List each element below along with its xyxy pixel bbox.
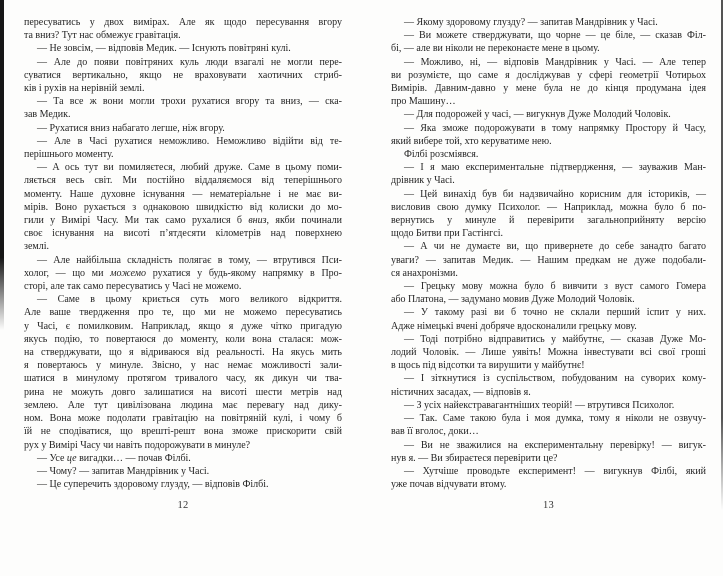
text-line: бі, — але ви ніколи не переконаєте мене в цьому. [391, 43, 600, 55]
text-line: та вниз? Тут нас обмежує гравітація. [24, 30, 181, 42]
text-line: землею. Але тут цивілізована людина має перевагу над дику- [24, 399, 342, 411]
text-line: лодий Чоловік. — Лише уявіть! Можна інвестувати всі свої гроші [391, 347, 706, 359]
text-line: у Часі, є помилковим. Наприклад, якщо я дуже чітко пригадую [24, 320, 342, 332]
book-page-left [24, 16, 342, 511]
scan-artifact-left-edge [0, 0, 4, 330]
text-line: вав її вголос, доки… [391, 426, 479, 438]
text-line: — А чи не думаєте ви, що привернете до себе занадто багато [404, 241, 706, 253]
page-number-left: 12 [177, 500, 189, 512]
text-line: гили у Вимірі Часу. Ми так само рухалися б вниз, якби починали [24, 215, 342, 227]
text-line: — Але до появи повітряних куль люди взагалі не могли пере- [37, 56, 342, 68]
text-line: — Цей винахід був би надзвичайно корисним для істориків, — [404, 188, 706, 200]
text-line: — Не зовсім, — відповів Медик. — Існують повітряні кулі. [37, 43, 291, 55]
text-line: — Ви не зважилися на експериментальну перевірку! — вигук- [404, 439, 706, 451]
text-line: їй не сподіватися, що врешті-решт вона зможе прискорити свій [24, 426, 342, 438]
page-text-left [24, 16, 342, 491]
text-line: — Саме в цьому криється суть мого великого відкриття. [37, 294, 342, 306]
text-line: — Так. Саме такою була і моя думка, тому я ніколи не озвучу- [404, 413, 706, 425]
text-line: ном. Вона може подолати гравітацію на повітряній кулі, і чому б [24, 413, 342, 425]
text-line: зав Медик. [24, 109, 71, 121]
text-line: ви розумієте, що саме я досліджував у сфері геометрії Чотирьох [391, 69, 706, 81]
text-line: який вибере той, хто керуватиме нею. [391, 135, 552, 147]
text-line: — З усіх найекстравагантніших теорій! — втрутився Психолог. [404, 399, 675, 411]
text-line: — Для подорожей у часі, — вигукнув Дуже Молодий Чоловік. [404, 109, 671, 121]
page-text-right [391, 16, 706, 491]
text-line: нув я. — Ви збираєтеся перевірити це? [391, 452, 558, 464]
text-line: — Хутчіше проводьте експеримент! — вигукнув Філбі, який [404, 465, 706, 477]
text-line: — Та все ж вони могли трохи рухатися вгору та вниз, — ска- [37, 96, 342, 108]
text-line: — Усе це вигадки… — почав Філбі. [37, 452, 191, 464]
text-line: — Можливо, ні, — відповів Мандрівник у Часі. — Але тепер [404, 56, 706, 68]
text-line: рух у Вимірі Часу чи навіть подорожувати в минуле? [24, 439, 251, 451]
text-line: пересуватись у двох вимірах. Але як щодо пересування вгору [24, 17, 342, 28]
text-line: — Але найбільша складність полягає в тому, — втрутився Пси- [37, 254, 342, 266]
text-line: землі. [24, 241, 49, 253]
text-line: — І я маю експериментальне підтвердження, — зауважив Ман- [404, 162, 706, 174]
text-line: я повертаюсь у минуле. Звісно, у нас немає можливості зали- [24, 360, 342, 372]
text-line: висловив свою думку Психолог. — Наприклад, можна було б по- [391, 201, 706, 213]
text-line: вернутись у минуле й перевірити загальноприйняту версію [391, 215, 706, 227]
text-line: ністичних засадах, — відповів я. [391, 386, 531, 398]
text-line: Вимірів. Давним-давно у мене була не до кінця продумана ідея [391, 83, 706, 95]
text-line: щодо Битви при Гастінгсі. [391, 228, 503, 240]
text-line: якусь подію, то повертаюся до моменту, коли вона сталася: мож- [24, 333, 342, 345]
text-line: — Грецьку мову можна було б вивчити з вуст самого Гомера [404, 281, 706, 293]
text-line: Адже німецькі вчені добряче вдосконалили грецьку мову. [391, 320, 637, 332]
text-line: — А ось тут ви помиляєтеся, любий друже. Саме в цьому поми- [37, 162, 342, 174]
text-line: ляється весь світ. Ми постійно віддаляємося від теперішнього [24, 175, 342, 187]
text-line: — Якому здоровому глузду? — запитав Мандрівник у Часі. [404, 17, 658, 28]
text-line: — І зіткнутися із суспільством, побудованим на суворих кому- [404, 373, 706, 385]
text-line: — Тоді потрібно відправитись у майбутнє, — сказав Дуже Мо- [404, 333, 706, 345]
text-line: мірів. Воно рухається з однаковою швидкістю від колиски до мо- [24, 201, 342, 213]
text-line: уже почав відчувати втому. [391, 479, 507, 491]
text-line: уваги? — запитав Медик. — Нашим предкам не дуже подобали- [391, 254, 706, 266]
text-line: холог, — що ми можемо рухатися у будь-якому напрямку в Про- [24, 267, 342, 279]
text-line: про Машину… [391, 96, 456, 108]
text-line: — У такому разі ви б точно не склали перший іспит у них. [404, 307, 706, 319]
text-line: ків і рухів на нерівній землі. [24, 83, 145, 95]
text-line: своє існування на висоті п’ятдесяти кілометрів над поверхнею [24, 228, 342, 240]
page-number-right: 13 [542, 500, 555, 512]
text-line: шатися в минулому протягом тривалого часу, як дикун чи тва- [24, 373, 342, 385]
text-line: дрівник у Часі. [391, 175, 455, 187]
text-line: в щось під відсотки та вирушити у майбутнє! [391, 360, 585, 372]
text-line: сторі, але так само пересуватись у Часі не можемо. [24, 281, 242, 293]
text-line: рина не можуть довго залишатися на висоті шести метрів над [24, 386, 342, 398]
text-line: Але ваше твердження про те, що ми не можемо пересуватись [24, 307, 342, 319]
text-line: або Платона, — задумано мовив Дуже Молодий Чоловік. [391, 294, 635, 306]
text-line: моменту. Наше духовне існування — нематеріальне і не має ви- [24, 188, 342, 200]
text-line: — Рухатися вниз набагато легше, ніж вгору. [37, 122, 225, 134]
text-line: Філбі розсміявся. [404, 149, 479, 161]
text-line: — Чому? — запитав Мандрівник у Часі. [37, 465, 210, 477]
text-line: — Але в Часі рухатися неможливо. Неможливо відійти від те- [37, 135, 342, 147]
text-line: — Яка зможе подорожувати в тому напрямку Простору й Часу, [404, 122, 706, 134]
text-line: — Ви можете стверджувати, що чорне — це біле, — сказав Філ- [404, 30, 706, 42]
book-page-right [391, 16, 706, 511]
text-line: ся анахронізми. [391, 267, 458, 279]
text-line: — Це суперечить здоровому глузду, — відповів Філбі. [37, 479, 269, 491]
text-line: перішнього моменту. [24, 149, 114, 161]
text-line: суватися вертикально, якщо не враховувати хаотичних стриб- [24, 69, 342, 81]
text-line: на стверджувати, що я відриваюся від реальності. На якусь мить [24, 347, 342, 359]
